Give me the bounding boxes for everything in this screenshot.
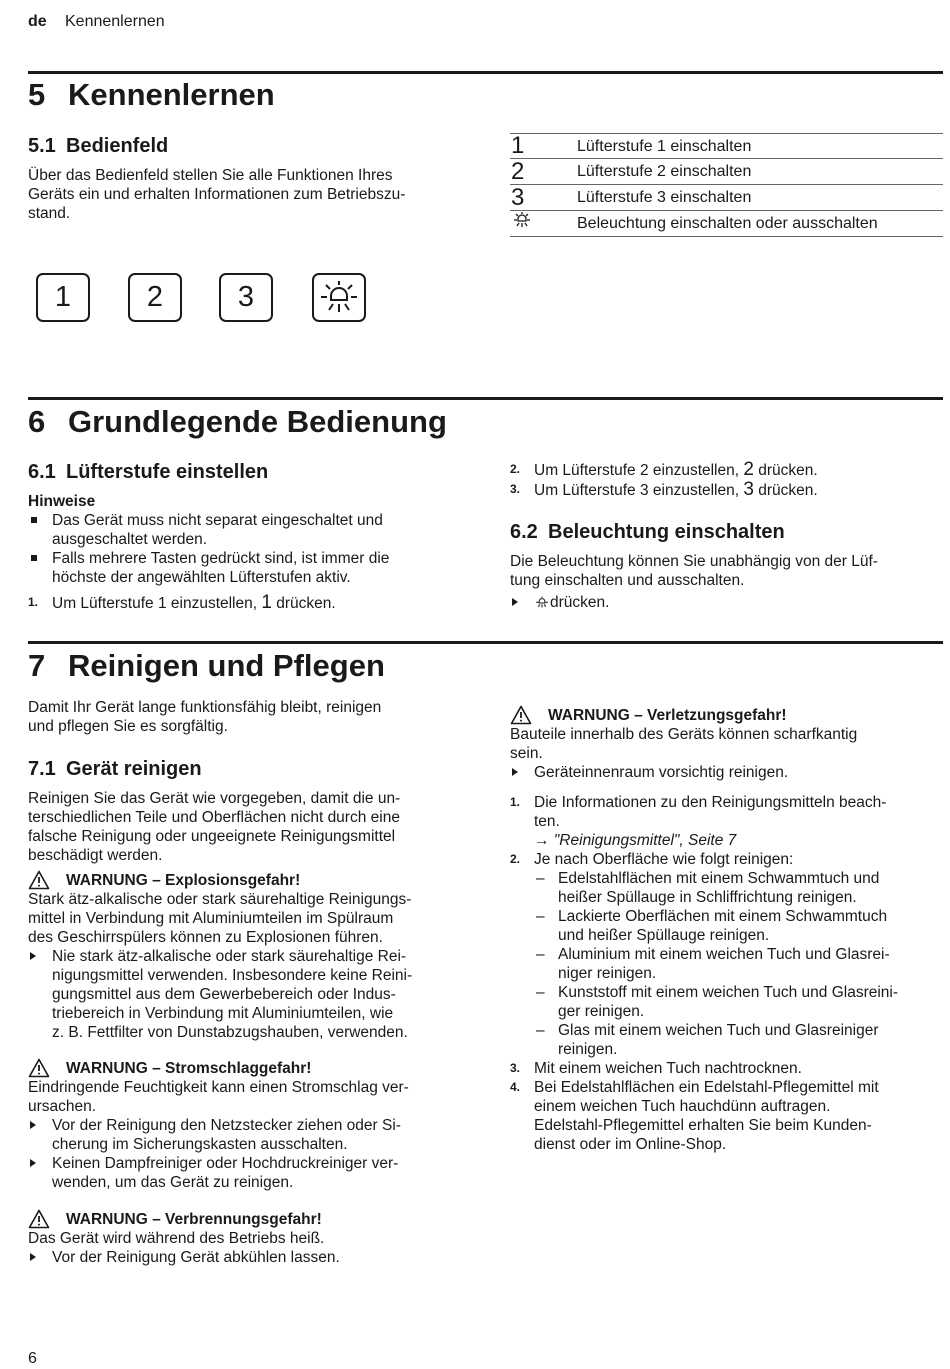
controls-row: 1 Lüfterstufe 1 einschalten bbox=[510, 133, 943, 159]
warning-heading: WARNUNG – Stromschlaggefahr! bbox=[28, 1058, 468, 1078]
section-5-1-text: Über das Bedienfeld stellen Sie alle Funktionen Ihres Geräts ein und erhalten Informationen zum Betriebszu- stand. bbox=[28, 167, 406, 222]
light-icon bbox=[534, 595, 550, 611]
fan-level-1-button: 1 bbox=[36, 273, 90, 322]
hint-item: Das Gerät muss nicht separat eingeschaltet und ausgeschaltet werden. bbox=[28, 511, 468, 549]
controls-row: 3 Lüfterstufe 3 einschalten bbox=[510, 185, 943, 211]
action-item: Vor der Reinigung Gerät abkühlen lassen. bbox=[28, 1248, 468, 1267]
step-item: 2. Je nach Oberfläche wie folgt reinigen: – Edelstahlflächen mit einem Schwammtuch und heißer Spüllauge in Schliffrichtung reinigen. – Lackierte Oberflächen mit einem Schwammtuch und heißer Spüllauge reinigen. – Aluminium mit einem weichen Tuch und Glasrei- niger reinigen. – Kunststoff mit einem weichen Tuch und Glasreini- ger reinigen. – Glas mit einem weichen Tuch und Glasreiniger reinigen. bbox=[510, 850, 943, 1059]
sub-item: – Aluminium mit einem weichen Tuch und Glasrei- niger reinigen. bbox=[536, 946, 890, 982]
warning-heading: WARNUNG – Verbrennungsgefahr! bbox=[28, 1209, 468, 1229]
step-item: 1. Die Informationen zu den Reinigungsmitteln beach- ten. → "Reinigungsmittel", Seite 7 bbox=[510, 794, 887, 849]
section-6-2-heading: 6.2 Beleuchtung einschalten bbox=[510, 521, 785, 543]
step-item: 3. Mit einem weichen Tuch nachtrocknen. bbox=[510, 1060, 802, 1077]
hints-title: Hinweise bbox=[28, 493, 96, 510]
step-item: 4. Bei Edelstahlflächen ein Edelstahl-Pflegemittel mit einem weichen Tuch hauchdünn auftragen. Edelstahl-Pflegemittel erhalten Sie beim Kunden- dienst oder im Online-Shop. bbox=[510, 1079, 879, 1153]
action-item: drücken. bbox=[510, 593, 943, 612]
warning-heading: WARNUNG – Verletzungsgefahr! bbox=[510, 705, 943, 725]
header-title: Kennenlernen bbox=[65, 13, 165, 30]
action-item: Keinen Dampfreiniger oder Hochdruckreiniger ver- wenden, um das Gerät zu reinigen. bbox=[28, 1154, 468, 1192]
step-item: 2. Um Lüfterstufe 2 einzustellen, 2 drücken. bbox=[510, 459, 818, 480]
section-6-1-steps-cont bbox=[510, 460, 943, 500]
action-item: Nie stark ätz-alkalische oder stark säurehaltige Rei- nigungsmittel verwenden. Insbesondere keine Reini- gungsmittel aus dem Gewerbebereich oder Indus- triebereich in Verbindung mit Aluminiumteilen, wie z. B. Fettfilter von Dunstabzugshauben, verwenden. bbox=[28, 947, 468, 1042]
section-rule bbox=[28, 71, 943, 74]
section-6-2-content: Die Beleuchtung können Sie unabhängig von der Lüf- tung einschalten und ausschalten. drücken. bbox=[510, 552, 943, 612]
section-rule bbox=[28, 641, 943, 644]
section-6-1-content bbox=[28, 492, 468, 613]
action-item: Geräteinnenraum vorsichtig reinigen. bbox=[510, 763, 943, 782]
section-7-1-text: Reinigen Sie das Gerät wie vorgegeben, damit die un- terschiedlichen Teile und Oberflächen nicht durch eine falsche Reinigung oder ungeeignete Reinigungsmittel beschädigt werden. bbox=[28, 790, 401, 864]
hint-item: Falls mehrere Tasten gedrückt sind, ist immer die höchste der angewählten Lüfterstufen aktiv. bbox=[28, 549, 468, 587]
controls-row: 2 Lüfterstufe 2 einschalten bbox=[510, 159, 943, 185]
controls-table bbox=[510, 133, 943, 237]
sub-item: – Edelstahlflächen mit einem Schwammtuch und heißer Spüllauge in Schliffrichtung reinigen. bbox=[536, 870, 880, 906]
cleaning-steps bbox=[510, 793, 943, 1154]
warning-icon bbox=[28, 1058, 50, 1078]
page-number: 6 bbox=[28, 1350, 37, 1367]
step-item: 3. Um Lüfterstufe 3 einzustellen, 3 drücken. bbox=[510, 479, 818, 500]
warning-icon bbox=[28, 870, 50, 890]
section-7-1-heading: 7.1 Gerät reinigen bbox=[28, 758, 202, 780]
section-7-heading: 7 Reinigen und Pflegen bbox=[28, 648, 385, 683]
warning-burn: WARNUNG – Verbrennungsgefahr! Das Gerät wird während des Betriebs heiß. Vor der Reinigung Gerät abkühlen lassen. bbox=[28, 1209, 468, 1267]
warning-electric-shock: WARNUNG – Stromschlaggefahr! Eindringende Feuchtigkeit kann einen Stromschlag ver- ursachen. Vor der Reinigung den Netzstecker ziehen oder Si- cherung im Sicherungskasten ausschalten. Keinen Dampfreiniger oder Hochdruckreiniger ver- wenden, um das Gerät zu reinigen. bbox=[28, 1058, 468, 1192]
warning-explosion: WARNUNG – Explosionsgefahr! Stark ätz-alkalische oder stark säurehaltige Reinigungs- mittel in Verbindung mit Aluminiumteilen im Spülraum des Geschirrspülers können zu Explosionen führen. Nie stark ätz-alkalische oder stark säurehaltige Rei- nigungsmittel verwenden. Insbesondere keine Reini- gungsmittel aus dem Gewerbebereich oder Indus- triebereich in Verbindung mit Aluminiumteilen, wie z. B. Fettfilter von Dunstabzugshauben, verwenden. bbox=[28, 870, 468, 1042]
section-5-heading: 5 Kennenlernen bbox=[28, 77, 275, 112]
sub-item: – Lackierte Oberflächen mit einem Schwammtuch und heißer Spüllauge reinigen. bbox=[536, 908, 888, 944]
light-button bbox=[312, 273, 366, 322]
warning-icon bbox=[510, 705, 532, 725]
light-icon bbox=[318, 279, 360, 317]
section-6-1-heading: 6.1 Lüfterstufe einstellen bbox=[28, 461, 269, 483]
section-7-intro: Damit Ihr Gerät lange funktionsfähig bleibt, reinigen und pflegen Sie es sorgfältig. bbox=[28, 699, 382, 735]
sub-item: – Kunststoff mit einem weichen Tuch und Glasreini- ger reinigen. bbox=[536, 984, 899, 1020]
warning-heading: WARNUNG – Explosionsgefahr! bbox=[28, 870, 468, 890]
fan-level-2-button: 2 bbox=[128, 273, 182, 322]
sub-item: – Glas mit einem weichen Tuch und Glasreiniger reinigen. bbox=[536, 1022, 879, 1058]
light-icon bbox=[510, 211, 577, 237]
section-rule bbox=[28, 397, 943, 400]
controls-row: Beleuchtung einschalten oder ausschalten bbox=[510, 211, 943, 237]
cross-reference: → "Reinigungsmittel", Seite 7 bbox=[534, 832, 737, 849]
warning-icon bbox=[28, 1209, 50, 1229]
fan-level-3-button: 3 bbox=[219, 273, 273, 322]
section-5-1-heading: 5.1 Bedienfeld bbox=[28, 135, 169, 157]
warning-injury: WARNUNG – Verletzungsgefahr! Bauteile innerhalb des Geräts können scharfkantig sein. Geräteinnenraum vorsichtig reinigen. bbox=[510, 705, 943, 782]
action-item: Vor der Reinigung den Netzstecker ziehen oder Si- cherung im Sicherungskasten ausschalten. bbox=[28, 1116, 468, 1154]
section-6-heading: 6 Grundlegende Bedienung bbox=[28, 404, 447, 439]
step-item: 1. Um Lüfterstufe 1 einzustellen, 1 drücken. bbox=[28, 592, 336, 613]
header-language: de bbox=[28, 13, 47, 30]
